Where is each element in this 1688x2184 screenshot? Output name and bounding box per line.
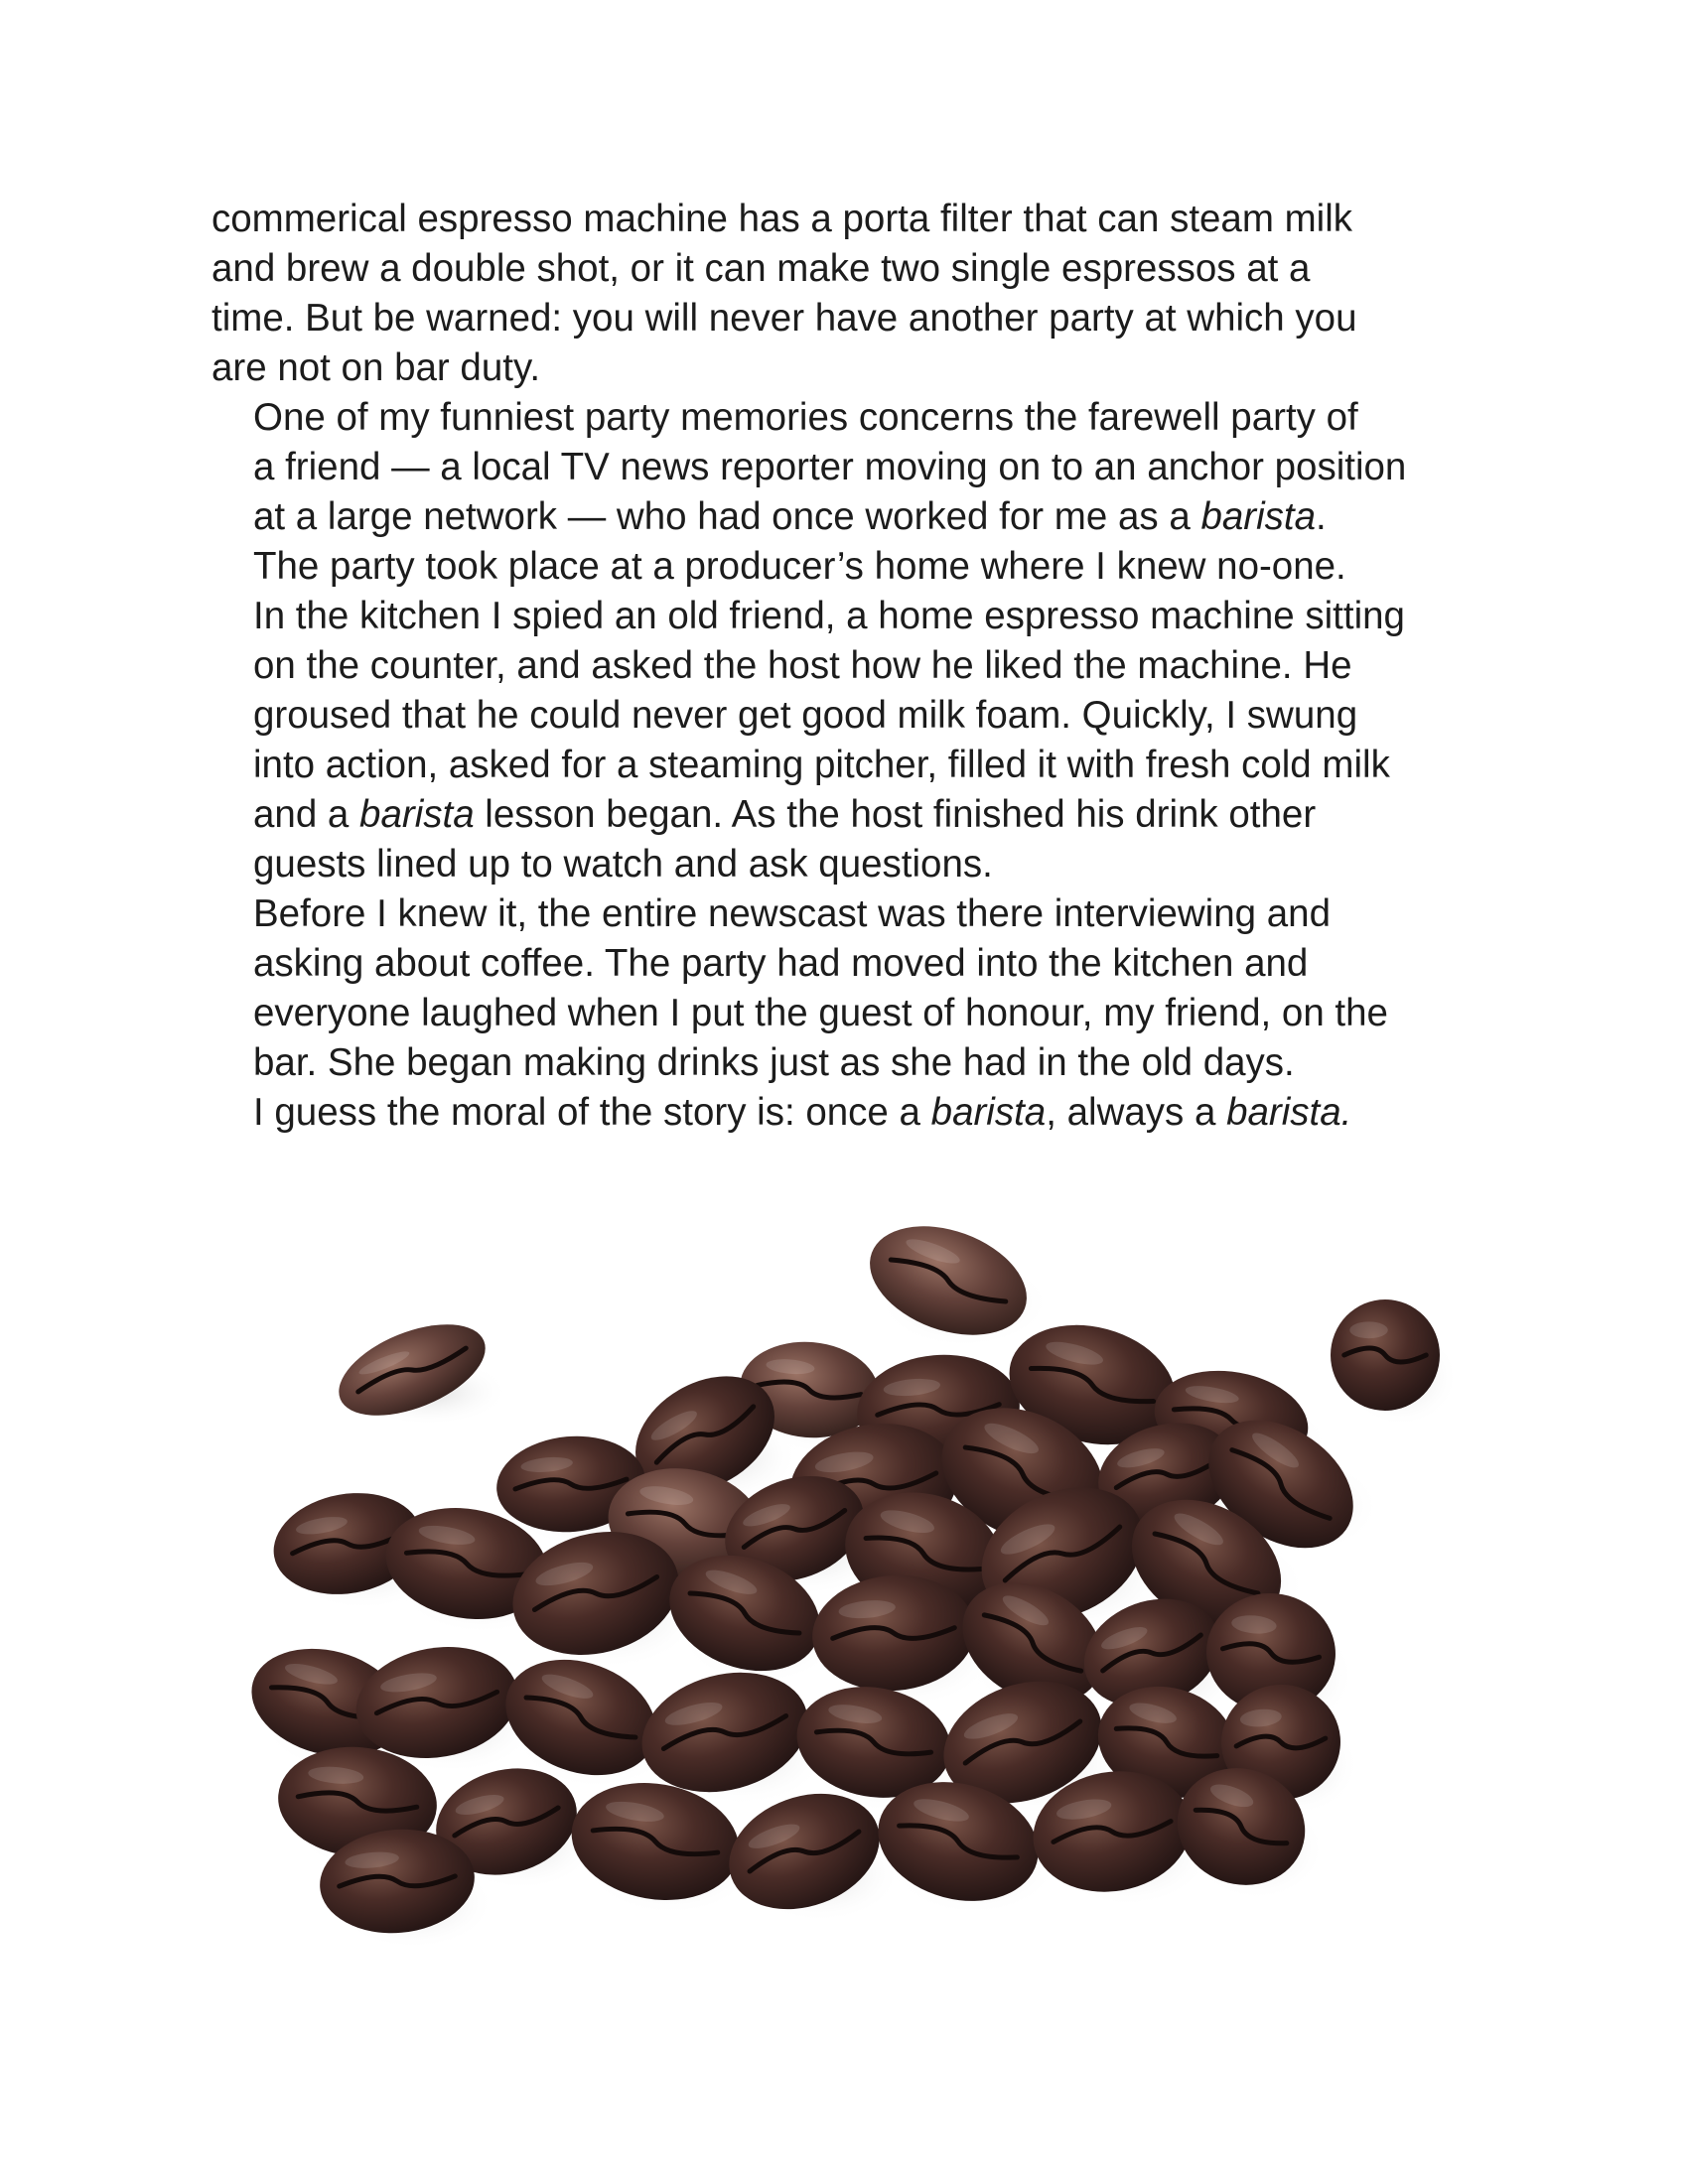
text-run: commerical espresso machine has a porta filter that can steam milk [211,198,1353,240]
text-run: , always a [1046,1091,1227,1134]
body-text [211,195,1487,1138]
text-line [211,741,1487,790]
text-line [211,989,1487,1038]
text-line [211,641,1487,691]
text-line [211,343,1487,393]
text-line [211,840,1487,889]
text-run: and a [253,793,360,836]
text-run: One of my funniest party memories concerns the farewell party of [253,396,1358,439]
italic-text: barista [930,1091,1047,1134]
paragraph [211,393,1487,542]
italic-text: barista [1200,495,1316,538]
paragraph [211,1088,1487,1138]
paragraph [211,889,1487,1088]
text-run: at a large network — who had once worked for me as a [253,495,1201,538]
text-run: In the kitchen I spied an old friend, a home espresso machine sitting [253,595,1405,637]
text-run: time. But be warned: you will never have another party at which you [211,297,1357,340]
text-run: . [1316,495,1327,538]
paragraph [211,195,1487,393]
text-run: a friend — a local TV news reporter moving on to an anchor position [253,446,1407,488]
text-run: into action, asked for a steaming pitcher, filled it with fresh cold milk [253,744,1390,786]
text-line [211,889,1487,939]
text-line [211,244,1487,294]
text-run: The party took place at a producer’s home where I knew no-one. [253,545,1346,588]
text-run: Before I knew it, the entire newscast was there interviewing and [253,892,1331,935]
text-line [211,939,1487,989]
italic-text: barista [359,793,475,836]
text-line [211,1088,1487,1138]
paragraph [211,542,1487,889]
text-run: I guess the moral of the story is: once a [253,1091,931,1134]
text-run: asking about coffee. The party had moved into the kitchen and [253,942,1309,985]
text-line [211,691,1487,741]
text-line [211,790,1487,840]
text-run: on the counter, and asked the host how he liked the machine. He [253,644,1352,687]
text-line [211,294,1487,343]
coffee-beans-image [238,1186,1489,1980]
text-run: guests lined up to watch and ask questions. [253,843,993,886]
text-run: are not on bar duty. [211,346,541,389]
text-run: groused that he could never get good milk foam. Quickly, I swung [253,694,1358,737]
text-line [211,542,1487,592]
italic-text: barista. [1226,1091,1352,1134]
text-line [211,195,1487,244]
text-run: lesson began. As the host finished his drink other [474,793,1317,836]
coffee-bean [1331,1299,1440,1411]
text-run: and brew a double shot, or it can make two single espressos at a [211,247,1311,290]
text-line [211,492,1487,542]
text-line [211,443,1487,492]
text-line [211,592,1487,641]
text-line [211,1038,1487,1088]
text-line [211,393,1487,443]
bean-highlight [1349,1321,1388,1338]
text-run: bar. She began making drinks just as she had in the old days. [253,1041,1295,1084]
text-run: everyone laughed when I put the guest of honour, my friend, on the [253,992,1388,1034]
